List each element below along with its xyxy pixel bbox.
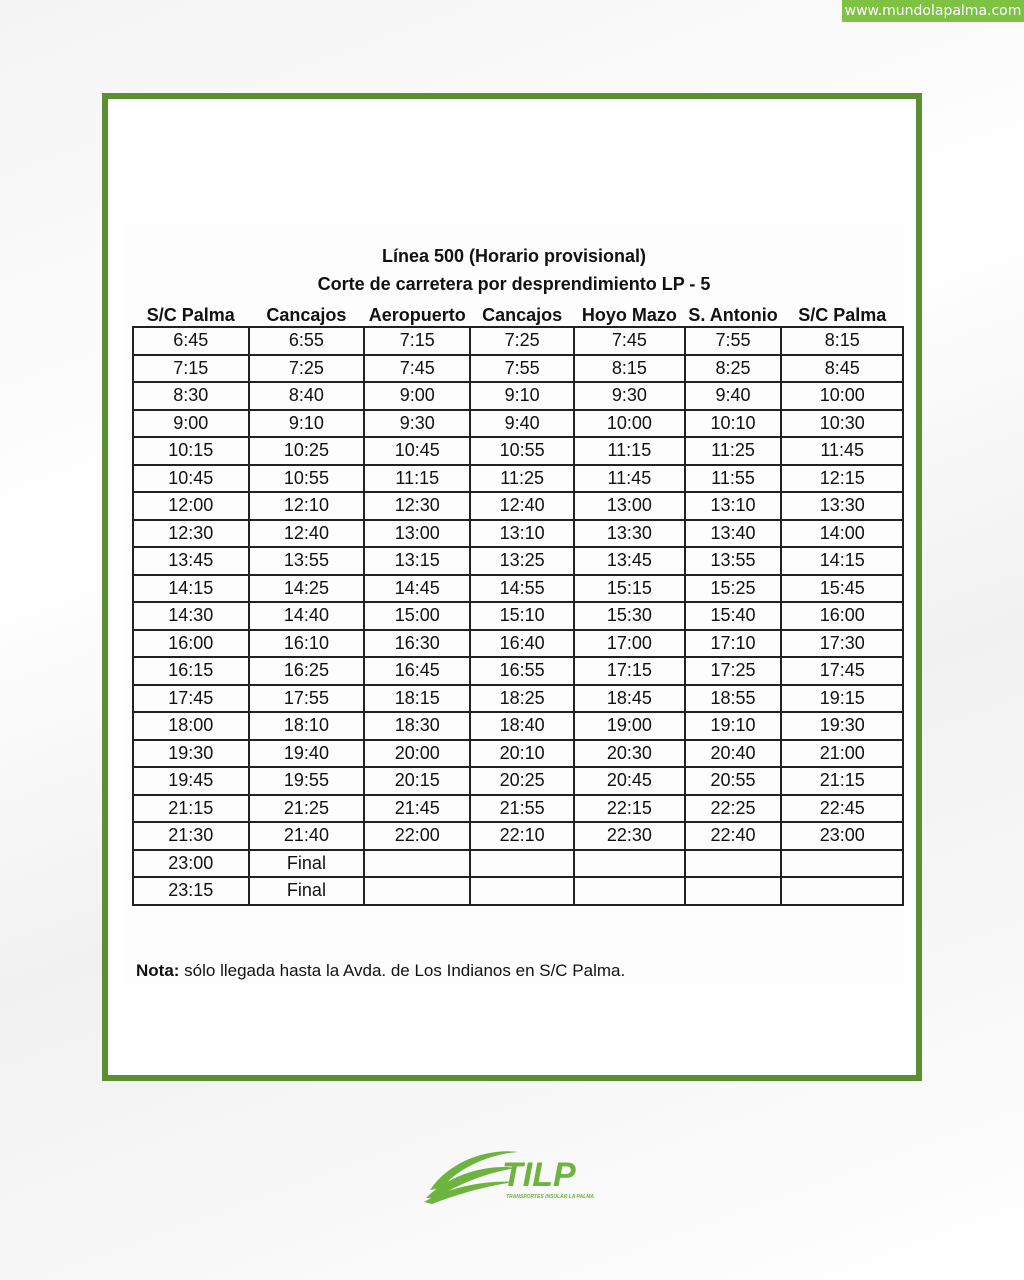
table-row [133,355,903,383]
time-cell: 22:00 [364,822,470,850]
time-cell: 9:10 [470,382,574,410]
time-cell: 9:30 [364,410,470,438]
time-cell: 10:45 [364,437,470,465]
time-cell: 7:25 [249,355,365,383]
time-cell: 8:45 [781,355,903,383]
time-cell: 14:30 [133,602,249,630]
timetable [132,301,904,906]
time-cell: 13:30 [574,520,685,548]
logo-tagline: TRANSPORTES INSULAR LA PALMA [506,1194,594,1200]
time-cell: 23:00 [781,822,903,850]
time-cell: 16:25 [249,657,365,685]
footnote-label: Nota: [136,961,180,980]
time-cell: 23:15 [133,877,249,905]
time-cell: 11:45 [781,437,903,465]
time-cell: 16:45 [364,657,470,685]
time-cell: 16:55 [470,657,574,685]
time-cell: 16:15 [133,657,249,685]
time-cell: 20:25 [470,767,574,795]
table-row [133,712,903,740]
time-cell [781,877,903,905]
time-cell: 14:55 [470,575,574,603]
time-cell: 21:55 [470,795,574,823]
time-cell: 9:00 [364,382,470,410]
time-cell: 19:40 [249,740,365,768]
time-cell: 7:15 [133,355,249,383]
time-cell: 11:25 [470,465,574,493]
time-cell: 17:10 [685,630,782,658]
time-cell: 16:10 [249,630,365,658]
time-cell: 17:30 [781,630,903,658]
time-cell: 15:25 [685,575,782,603]
time-cell: 13:40 [685,520,782,548]
schedule-subtitle: Corte de carretera por desprendimiento LP - 5 [317,274,711,294]
table-row [133,437,903,465]
time-cell: 23:00 [133,850,249,878]
time-cell: 21:40 [249,822,365,850]
time-cell: 11:15 [364,465,470,493]
time-cell: 8:40 [249,382,365,410]
time-cell: 13:10 [685,492,782,520]
time-cell [781,850,903,878]
time-cell: 7:25 [470,327,574,355]
time-cell: 19:30 [781,712,903,740]
time-cell: 20:00 [364,740,470,768]
time-cell: 14:00 [781,520,903,548]
time-cell: 18:55 [685,685,782,713]
time-cell: 21:15 [781,767,903,795]
time-cell: 21:00 [781,740,903,768]
time-cell: 13:00 [364,520,470,548]
timetable-header [133,301,903,327]
time-cell: 13:45 [574,547,685,575]
time-cell: 17:25 [685,657,782,685]
time-cell: 22:45 [781,795,903,823]
column-header: Cancajos [482,305,563,325]
time-cell: 14:40 [249,602,365,630]
time-cell: 11:15 [574,437,685,465]
time-cell: 12:00 [133,492,249,520]
time-cell: 9:10 [249,410,365,438]
table-row [133,767,903,795]
time-cell: 13:25 [470,547,574,575]
logo-wordmark: TILP [502,1156,576,1194]
time-cell: 20:10 [470,740,574,768]
time-cell: 10:15 [133,437,249,465]
time-cell: 20:40 [685,740,782,768]
time-cell [470,850,574,878]
time-cell: Final [249,850,365,878]
column-header: S/C Palma [146,305,235,325]
time-cell: 22:30 [574,822,685,850]
time-cell: 10:30 [781,410,903,438]
time-cell: 18:10 [249,712,365,740]
time-cell: 15:30 [574,602,685,630]
time-cell: 13:10 [470,520,574,548]
time-cell: 20:55 [685,767,782,795]
table-row [133,877,903,905]
time-cell: 10:00 [574,410,685,438]
time-cell: 18:25 [470,685,574,713]
time-cell: 7:45 [364,355,470,383]
time-cell: 17:45 [133,685,249,713]
time-cell: 18:15 [364,685,470,713]
column-header: S. Antonio [688,305,778,325]
time-cell: 8:15 [574,355,685,383]
time-cell [685,850,782,878]
time-cell: 15:40 [685,602,782,630]
column-header: Hoyo Mazo [581,305,677,325]
time-cell: Final [249,877,365,905]
time-cell: 10:55 [249,465,365,493]
time-cell: 7:55 [470,355,574,383]
time-cell: 16:00 [781,602,903,630]
watermark-badge: www.mundolapalma.com [842,0,1024,22]
timetable-body [133,327,903,905]
time-cell: 12:40 [249,520,365,548]
time-cell: 19:00 [574,712,685,740]
time-cell: 14:25 [249,575,365,603]
time-cell: 14:15 [781,547,903,575]
time-cell: 19:45 [133,767,249,795]
time-cell: 19:30 [133,740,249,768]
time-cell: 21:45 [364,795,470,823]
table-row [133,822,903,850]
time-cell: 10:00 [781,382,903,410]
column-header: S/C Palma [798,305,887,325]
time-cell: 18:00 [133,712,249,740]
time-cell: 21:30 [133,822,249,850]
time-cell: 21:15 [133,795,249,823]
time-cell: 12:10 [249,492,365,520]
time-cell: 12:30 [364,492,470,520]
time-cell: 16:40 [470,630,574,658]
time-cell: 8:25 [685,355,782,383]
time-cell: 7:55 [685,327,782,355]
time-cell [685,877,782,905]
time-cell: 10:45 [133,465,249,493]
time-cell: 22:25 [685,795,782,823]
time-cell: 13:00 [574,492,685,520]
time-cell: 15:15 [574,575,685,603]
table-row [133,685,903,713]
time-cell: 9:30 [574,382,685,410]
time-cell: 19:10 [685,712,782,740]
time-cell: 12:30 [133,520,249,548]
table-row [133,575,903,603]
time-cell: 21:25 [249,795,365,823]
time-cell: 12:40 [470,492,574,520]
time-cell [364,877,470,905]
table-row [133,492,903,520]
table-row [133,327,903,355]
time-cell: 6:45 [133,327,249,355]
table-row [133,657,903,685]
time-cell: 8:15 [781,327,903,355]
time-cell [574,877,685,905]
time-cell [470,877,574,905]
time-cell: 16:30 [364,630,470,658]
time-cell: 17:45 [781,657,903,685]
time-cell: 13:55 [249,547,365,575]
time-cell: 19:55 [249,767,365,795]
time-cell: 9:00 [133,410,249,438]
time-cell [364,850,470,878]
table-row [133,382,903,410]
schedule-frame [102,93,922,1081]
time-cell: 18:45 [574,685,685,713]
time-cell: 13:45 [133,547,249,575]
time-cell: 7:45 [574,327,685,355]
table-row [133,795,903,823]
time-cell: 22:15 [574,795,685,823]
time-cell: 12:15 [781,465,903,493]
time-cell: 8:30 [133,382,249,410]
column-header: Cancajos [266,305,347,325]
time-cell: 15:10 [470,602,574,630]
time-cell: 22:10 [470,822,574,850]
time-cell: 11:55 [685,465,782,493]
table-row [133,547,903,575]
time-cell [574,850,685,878]
time-cell: 15:45 [781,575,903,603]
table-row [133,410,903,438]
time-cell: 17:55 [249,685,365,713]
time-cell: 17:15 [574,657,685,685]
table-row [133,520,903,548]
time-cell: 10:10 [685,410,782,438]
tilp-logo [420,1142,600,1208]
time-cell: 18:40 [470,712,574,740]
time-cell: 9:40 [470,410,574,438]
time-cell: 14:45 [364,575,470,603]
table-row [133,602,903,630]
time-cell: 22:40 [685,822,782,850]
time-cell: 20:30 [574,740,685,768]
time-cell: 17:00 [574,630,685,658]
table-row [133,740,903,768]
table-row [133,465,903,493]
time-cell: 20:45 [574,767,685,795]
table-row [133,630,903,658]
footnote-text: sólo llegada hasta la Avda. de Los Indianos en S/C Palma. [179,961,626,980]
schedule-sheet [124,223,904,983]
time-cell: 14:15 [133,575,249,603]
time-cell: 15:00 [364,602,470,630]
time-cell: 16:00 [133,630,249,658]
time-cell: 13:15 [364,547,470,575]
time-cell: 6:55 [249,327,365,355]
time-cell: 10:55 [470,437,574,465]
table-row [133,850,903,878]
footnote [136,961,625,981]
time-cell: 7:15 [364,327,470,355]
time-cell: 9:40 [685,382,782,410]
column-header: Aeropuerto [368,305,466,325]
time-cell: 19:15 [781,685,903,713]
time-cell: 11:45 [574,465,685,493]
schedule-title: Línea 500 (Horario provisional) [381,246,647,266]
time-cell: 13:55 [685,547,782,575]
time-cell: 20:15 [364,767,470,795]
time-cell: 10:25 [249,437,365,465]
time-cell: 11:25 [685,437,782,465]
time-cell: 13:30 [781,492,903,520]
time-cell: 18:30 [364,712,470,740]
